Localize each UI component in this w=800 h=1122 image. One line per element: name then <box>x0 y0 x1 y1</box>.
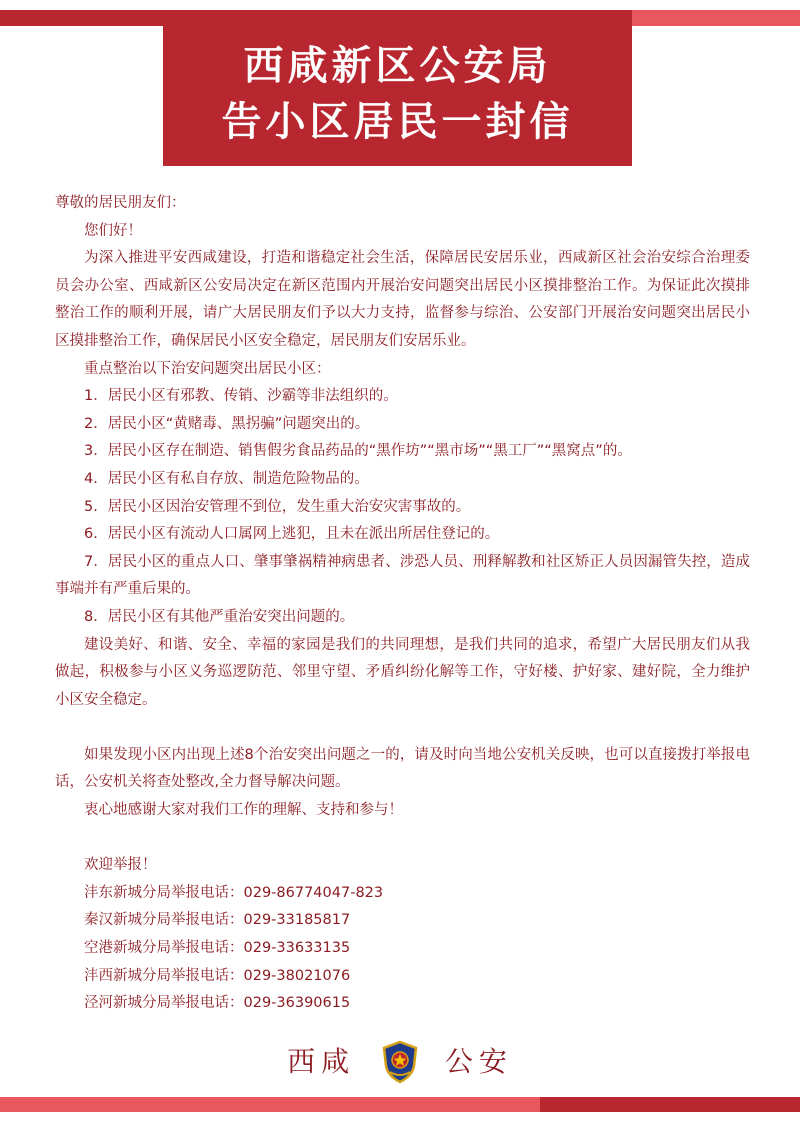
bottom-decorative-bar <box>0 1097 800 1112</box>
footer-brand <box>0 1038 800 1082</box>
hotline-item: 沣东新城分局举报电话：029-86774047-823 <box>84 884 384 901</box>
bottom-bar-dark-segment <box>540 1097 800 1112</box>
title-banner <box>163 10 632 166</box>
police-emblem-icon <box>380 1040 420 1084</box>
title-line-1: 西咸新区公安局 <box>243 43 552 89</box>
hotline-item: 秦汉新城分局举报电话：029-33185817 <box>84 912 351 929</box>
letter-body <box>55 190 750 1018</box>
list-item: 3．居民小区存在制造、销售假劣食品药品的“黑作坊”“黑市场”“黑工厂”“黑窝点”的。 <box>84 443 632 460</box>
bottom-bar-light-segment <box>0 1097 540 1112</box>
hotline-item: 空港新城分局举报电话：029-33633135 <box>84 940 351 957</box>
hotline-item: 沣西新城分局举报电话：029-38021076 <box>84 967 351 984</box>
greeting: 您们好！ <box>84 222 142 239</box>
title-line-2: 告小区居民一封信 <box>221 99 574 145</box>
thanks-paragraph: 衷心地感谢大家对我们工作的理解、支持和参与！ <box>84 802 403 819</box>
welcome-line: 欢迎举报！ <box>84 857 157 874</box>
list-item: 2．居民小区“黄赌毒、黑拐骗”问题突出的。 <box>84 415 370 432</box>
focus-heading: 重点整治以下治安问题突出居民小区： <box>84 360 331 377</box>
spacer <box>55 714 750 742</box>
intro-paragraph: 为深入推进平安西咸建设，打造和谐稳定社会生活，保障居民安居乐业，西咸新区社会治安综合治理委员会办公室、西咸新区公安局决定在新区范围内开展治安问题突出居民小区摸排整治工作。为保证此次摸排整治工作的顺利开展，请广大居民朋友们予以大力支持，监督参与综治、公安部门开展治安问题突出居民小区摸排整治工作，确保居民小区安全稳定，居民朋友们安居乐业。 <box>55 250 750 349</box>
footer-brand-left: 西咸 <box>287 1044 356 1078</box>
ideal-paragraph: 建设美好、和谐、安全、幸福的家园是我们的共同理想，是我们共同的追求，希望广大居民朋友们从我做起，积极参与小区义务巡逻防范、邻里守望、矛盾纠纷化解等工作，守好楼、护好家、建好院，全力维护小区安全稳定。 <box>55 636 750 708</box>
salutation: 尊敬的居民朋友们： <box>55 195 186 211</box>
spacer <box>55 825 750 853</box>
list-item: 5．居民小区因治安管理不到位，发生重大治安灾害事故的。 <box>84 498 471 515</box>
report-paragraph: 如果发现小区内出现上述8个治安突出问题之一的，请及时向当地公安机关反映，也可以直接拨打举报电话，公安机关将查处整改,全力督导解决问题。 <box>55 746 750 791</box>
footer-brand-right: 公安 <box>444 1044 513 1078</box>
list-item: 8．居民小区有其他严重治安突出问题的。 <box>84 608 355 625</box>
list-item: 6．居民小区有流动人口属网上逃犯，且未在派出所居住登记的。 <box>84 526 500 543</box>
list-item: 7．居民小区的重点人口、肇事肇祸精神病患者、涉恐人员、刑释解教和社区矫正人员因漏管失控，造成事端并有严重后果的。 <box>55 553 750 598</box>
list-item: 1．居民小区有邪教、传销、沙霸等非法组织的。 <box>84 388 398 405</box>
hotline-item: 泾河新城分局举报电话：029-36390615 <box>84 995 351 1012</box>
list-item: 4．居民小区有私自存放、制造危险物品的。 <box>84 470 369 487</box>
